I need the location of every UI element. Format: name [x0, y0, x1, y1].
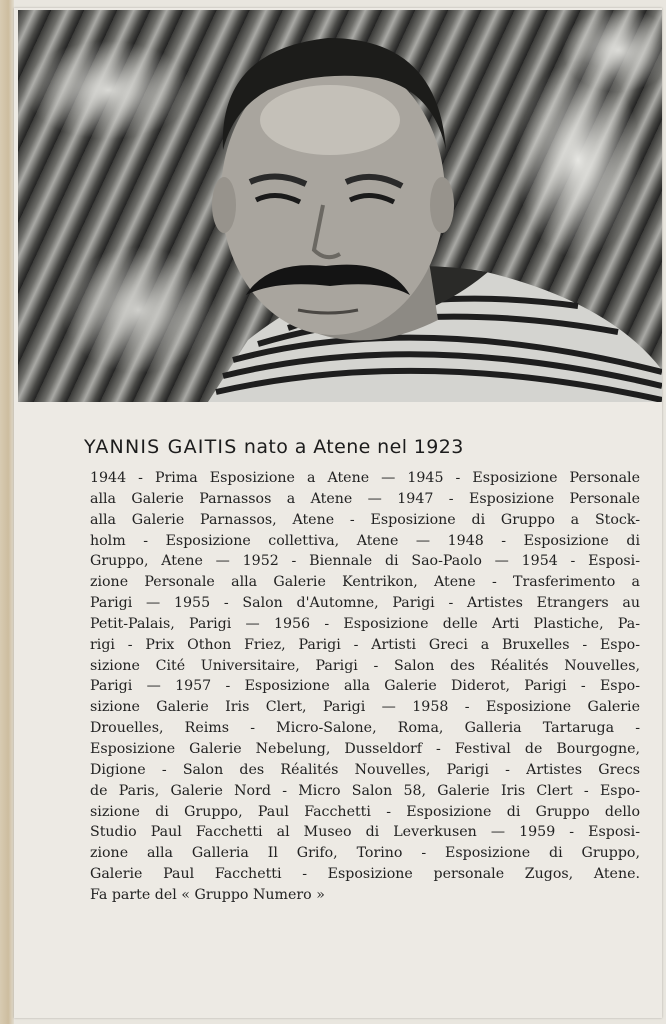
book-page — [14, 8, 662, 1018]
biography-text — [90, 468, 640, 906]
forehead-highlight — [260, 85, 400, 155]
biography-line: zione Personale alla Galerie Kentrikon, Atene - Trasferimento a — [90, 574, 640, 591]
biography-line: sizione di Gruppo, Paul Facchetti - Esposizione di Gruppo dello — [90, 803, 640, 820]
artist-portrait-photo — [18, 10, 662, 402]
right-ear — [430, 177, 454, 233]
artist-name: YANNIS GAITIS — [84, 436, 238, 458]
book-spine-edge — [0, 0, 14, 1024]
biography-line: Fa parte del « Gruppo Numero » — [90, 886, 325, 903]
biography-line: sizione Cité Universitaire, Parigi - Salon des Réalités Nouvelles, — [90, 657, 640, 674]
biography-line: Parigi — 1957 - Esposizione alla Galerie Diderot, Parigi - Espo- — [90, 678, 640, 695]
biography-line: de Paris, Galerie Nord - Micro Salon 58, Galerie Iris Clert - Espo- — [90, 782, 640, 799]
biography-line: holm - Esposizione collettiva, Atene — 1948 - Esposizione di — [90, 532, 640, 549]
biography-line: Digione - Salon des Réalités Nouvelles, Parigi - Artistes Grecs — [90, 761, 640, 778]
biography-line: alla Galerie Parnassos, Atene - Esposizione di Gruppo a Stock- — [90, 511, 640, 528]
artist-birth-info: nato a Atene nel 1923 — [243, 436, 464, 458]
biography-line: Galerie Paul Facchetti - Esposizione personale Zugos, Atene. — [90, 866, 640, 883]
biography-line: rigi - Prix Othon Friez, Parigi - Artisti Greci a Bruxelles - Espo- — [90, 636, 640, 653]
left-ear — [212, 177, 236, 233]
portrait-illustration — [18, 10, 662, 402]
biography-line: 1944 - Prima Esposizione a Atene — 1945 - Esposizione Personale — [90, 470, 640, 486]
biography-line: Studio Paul Facchetti al Museo di Leverkusen — 1959 - Esposi- — [90, 824, 640, 841]
biography-line: Esposizione Galerie Nebelung, Dusseldorf - Festival de Bourgogne, — [90, 740, 640, 757]
biography-line: Parigi — 1955 - Salon d'Automne, Parigi - Artistes Etrangers au — [90, 595, 640, 612]
biography-line: sizione Galerie Iris Clert, Parigi — 1958 - Esposizione Galerie — [90, 699, 640, 716]
biography-line: Petit-Palais, Parigi — 1956 - Esposizione delle Arti Plastiche, Pa- — [90, 615, 640, 632]
biography-line: zione alla Galleria Il Grifo, Torino - Esposizione di Gruppo, — [90, 845, 640, 862]
biography-line: alla Galerie Parnassos a Atene — 1947 - Esposizione Personale — [90, 490, 640, 507]
artist-heading — [84, 436, 464, 458]
biography-line: Gruppo, Atene — 1952 - Biennale di Sao-Paolo — 1954 - Esposi- — [90, 553, 640, 570]
biography-line: Drouelles, Reims - Micro-Salone, Roma, Galleria Tartaruga - — [90, 720, 640, 737]
